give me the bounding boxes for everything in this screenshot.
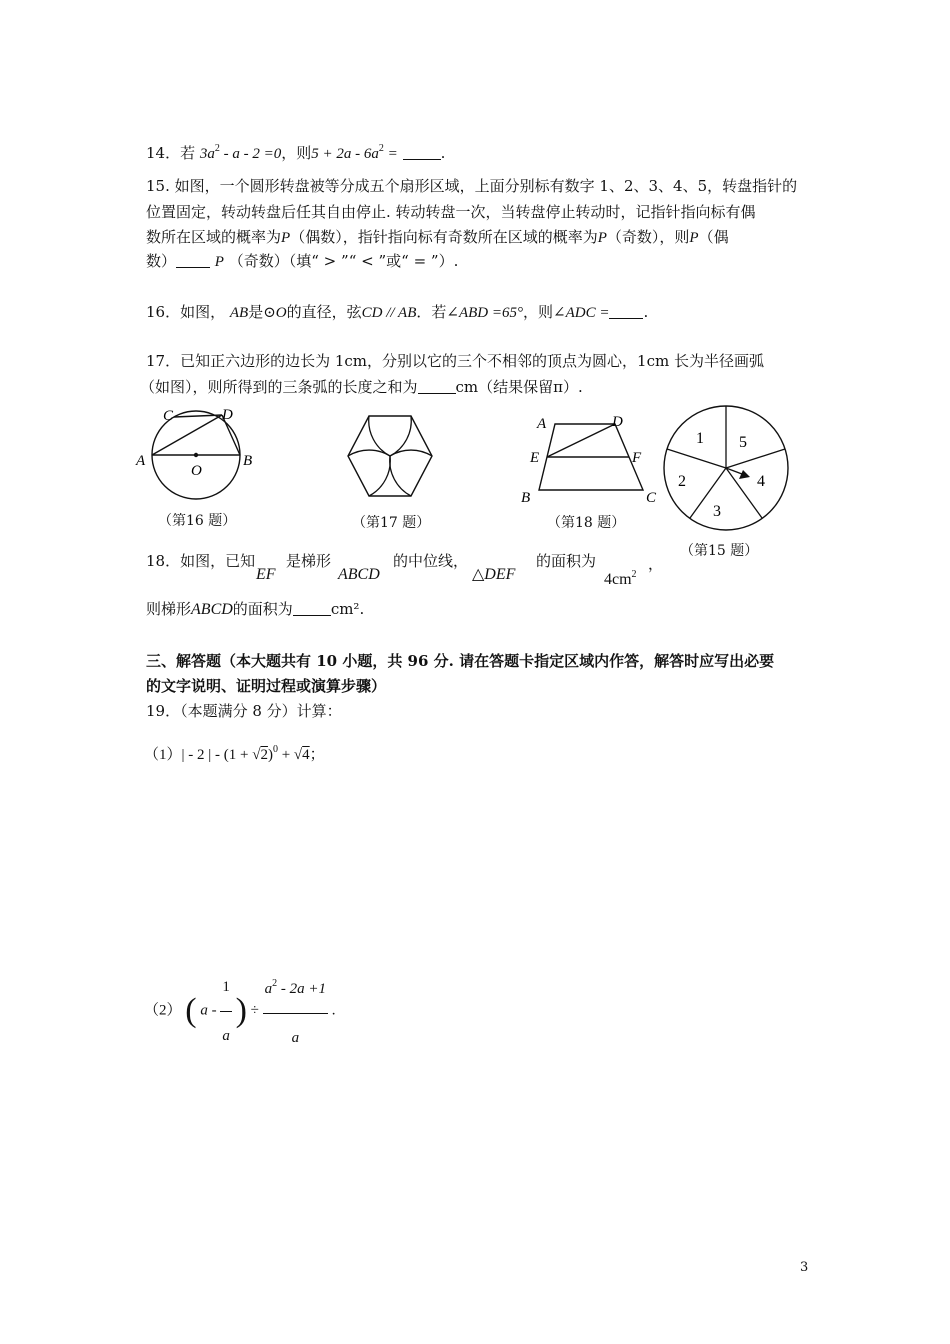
q18-area: $4cm^2$ (604, 569, 637, 588)
page-number: 3 (800, 1260, 809, 1275)
q17-answer-blank[interactable] (418, 379, 456, 394)
fig15-label-5: 5 (739, 434, 747, 451)
q18-def: △DEF (472, 566, 516, 583)
q18-line-2: 则梯形ABCD的面积为 cm². (146, 600, 365, 618)
fig16-label-b: B (243, 453, 253, 469)
fig15-caption: （第15 题） (680, 543, 759, 559)
fig15-label-2: 2 (678, 473, 686, 490)
question-18: 18．如图，已知 (146, 552, 256, 570)
q14-eq1-rest: - a - 2 =0 (219, 146, 282, 162)
q18-t2: 的中位线， (393, 552, 469, 570)
q18-ef: EF (256, 566, 276, 583)
sqrt-symbol-icon: √ (293, 747, 303, 763)
fig15-divider-5 (667, 449, 726, 468)
fig18-label-f: F (632, 450, 642, 466)
fig16-label-c: C (163, 408, 174, 424)
fig15-pointer-arrowhead (739, 470, 750, 479)
section-3-heading-line-2: 的文字说明、证明过程或演算步骤） (146, 677, 387, 695)
q15-line-3: 数所在区域的概率为P（偶数），指针指向标有奇数所在区域的概率为P（奇数），则P（偶 (146, 228, 729, 246)
q18-t4: ， (648, 555, 664, 573)
fig18-label-e: E (530, 450, 540, 466)
q14-eq1-a: 3a (199, 146, 215, 162)
fig18-label-c: C (646, 490, 657, 506)
question-14: 14．若 $3a^2 - a - 2 =0$，则$5 + 2a - 6a^2$ = . (146, 143, 446, 162)
fig16-caption: （第16 题） (158, 513, 237, 529)
sqrt-symbol-icon: √ (252, 747, 261, 763)
fig18-label-a: A (537, 416, 547, 432)
q15-answer-blank[interactable] (176, 253, 210, 268)
fig17-arc-3 (390, 450, 432, 456)
fig15-divider-2 (726, 449, 785, 468)
q14-eq2-a: 5 + 2a - 6a (311, 146, 379, 162)
q18-t1: 是梯形 (286, 552, 332, 570)
fig17-caption: （第17 题） (352, 515, 431, 531)
q17-line-2: （如图），则所得到的三条弧的长度之和为 cm（结果保留π）. (140, 378, 583, 396)
q19-part-1: （1）| - 2 | - $(1 + √2)^0 + √4$； (144, 744, 325, 763)
q16-answer-blank[interactable] (609, 304, 643, 319)
q14-answer-blank[interactable] (403, 145, 441, 160)
q18-t3: 的面积为 (536, 552, 597, 570)
q17-line-1: 17．已知正六边形的边长为 1cm，分别以它的三个不相邻的顶点为圆心，1cm 长为半径画弧 (146, 352, 764, 370)
fig18-line-ed (547, 424, 615, 457)
fig18-label-b: B (521, 490, 531, 506)
fig16-label-o: O (191, 463, 202, 479)
fig18-label-d: D (612, 414, 623, 430)
q18-answer-blank[interactable] (293, 601, 331, 616)
section-3-heading-line-1: 三、解答题（本大题共有 10 小题，共 96 分. 请在答题卡指定区域内作答，解答时应写出必要 (146, 652, 775, 670)
figure-16 (130, 402, 270, 512)
fig15-label-1: 1 (696, 430, 704, 447)
q19-fraction-1-over-a: $\frac{1}{a}$ (220, 963, 232, 1060)
fig16-chord-cd (174, 415, 222, 417)
fig15-label-3: 3 (713, 503, 721, 520)
q15-line-2: 位置固定，转动转盘后任其自由停止. 转动转盘一次，当转盘停止转动时，记指针指向标有偶 (146, 203, 756, 221)
fig17-arc-4 (390, 456, 411, 496)
q14-pre: 若 (180, 144, 196, 162)
q15-line-1: 15. 如图，一个圆形转盘被等分成五个扇形区域，上面分别标有数字 1、2、3、4、5，转盘指针的 (146, 177, 798, 195)
figure-15 (660, 400, 795, 540)
q19-fraction-expression: $\frac{a^2 - 2a +1}{a}$ (263, 960, 328, 1062)
question-16: 16．如图， AB是⊙O的直径，弦CD // AB．若∠ABD =65°，则∠ADC = . (146, 303, 649, 321)
figure-17 (340, 410, 450, 510)
q15-line-4: 数） P （奇数）（填“ > ”“ < ”或“ = ”）. (146, 252, 459, 270)
figure-18 (515, 410, 665, 510)
fig16-center-dot (194, 453, 198, 457)
right-paren-icon: ) (235, 992, 247, 1029)
q19-part-2: （2） ( a - $\frac{1}{a}$ ) ÷ $\frac{a^2 - 2a +1}{a}$ . (144, 960, 336, 1008)
fig15-label-4: 4 (757, 473, 765, 490)
fig17-arc-6 (348, 450, 390, 456)
fig17-arc-5 (369, 456, 390, 496)
q14-number: 14． (146, 144, 181, 162)
left-paren-icon: ( (185, 992, 197, 1029)
q14-mid: ，则 (281, 144, 312, 162)
fig16-label-d: D (222, 407, 233, 423)
fig16-label-a: A (136, 453, 146, 469)
q18-abcd: ABCD (338, 566, 380, 583)
q14-eq2-rest: = (383, 146, 398, 162)
q19-heading: 19．（本题满分 8 分）计算： (146, 702, 342, 720)
fig18-caption: （第18 题） (547, 515, 626, 531)
